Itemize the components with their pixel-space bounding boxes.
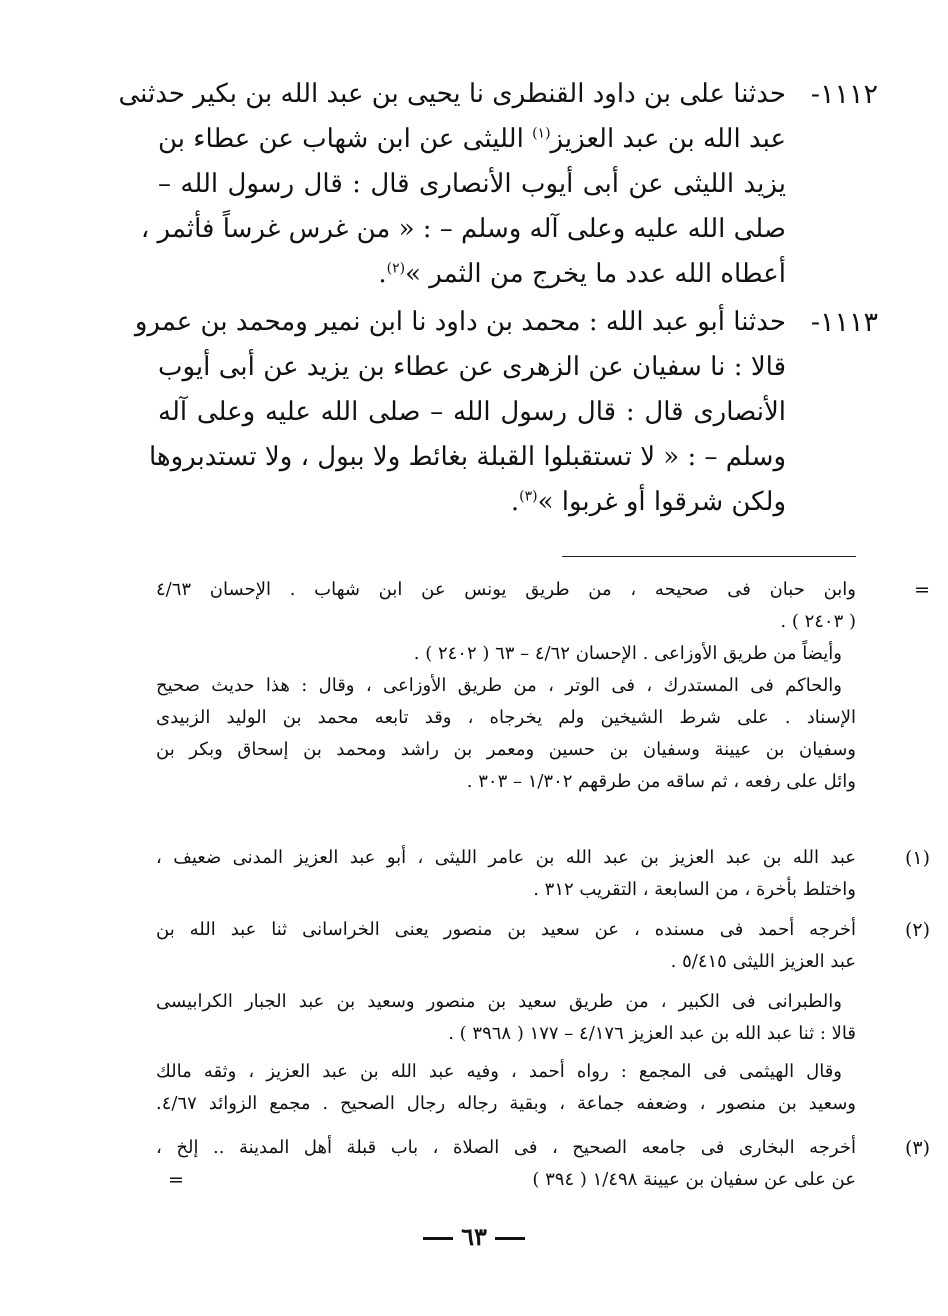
footnote-ref[interactable]: (٢)	[386, 260, 406, 277]
dash-decoration	[423, 1237, 453, 1240]
footnote-line: وائل على رفعه ، ثم ساقه من طرقهم ١/٣٠٢ – ٣٠٣ .	[466, 771, 856, 792]
hadith-text: أعطاه الله عدد ما يخرج من الثمر »	[405, 259, 786, 289]
hadith-line: أعطاه الله عدد ما يخرج من الثمر »$^{(٢)}$.	[378, 259, 786, 289]
footnote-line: الإسناد . على شرط الشيخين ولم يخرجاه ، وقد تابعه محمد بن الوليد الزبيدى	[156, 707, 856, 728]
hadith-line: يزيد الليثى عن أبى أيوب الأنصارى قال : قال رسول الله –	[158, 169, 786, 199]
footnote-number: (٣)	[904, 1137, 930, 1159]
footnote-line: واختلط بأخرة ، من السابعة ، التقريب ٣١٢ .	[533, 879, 856, 900]
footnote-line: والطبرانى فى الكبير ، من طريق سعيد بن منصور وسعيد بن عبد الجبار الكرابيسى	[156, 991, 842, 1012]
footnote-line: عن على عن سفيان بن عيينة ١/٤٩٨ ( ٣٩٤ )	[532, 1169, 856, 1190]
hadith-line: الأنصارى قال : قال رسول الله – صلى الله عليه وعلى آله	[158, 397, 786, 427]
footnote-line: عبد العزيز الليثى ٥/٤١٥ .	[670, 951, 856, 972]
hadith-line: وسلم – : « لا تستقبلوا القبلة بغائط ولا ببول ، ولا تستدبروها	[148, 442, 786, 472]
footnote-line: أخرجه أحمد فى مسنده ، عن سعيد بن منصور يعنى الخراسانى ثنا عبد الله بن	[156, 919, 856, 940]
dash-decoration	[495, 1237, 525, 1240]
hadith-line: حدثنا أبو عبد الله : محمد بن داود نا ابن نمير ومحمد بن عمرو	[134, 307, 786, 337]
continuation-mark: =	[914, 579, 930, 601]
hadith-number: ١١١٣-	[810, 307, 878, 338]
footnote-separator	[562, 556, 856, 557]
footnote-2	[156, 914, 856, 1120]
footnote-ref[interactable]: (٣)	[519, 488, 538, 505]
hadith-number: ١١١٢-	[810, 79, 878, 110]
page-number-text: ٦٣	[461, 1222, 487, 1251]
hadith-text: الليثى عن ابن شهاب عن عطاء بن	[158, 124, 524, 154]
footnote-continuation	[156, 574, 856, 798]
hadith-text: عبد الله بن عبد العزيز	[550, 124, 786, 154]
continuation-mark: =	[168, 1169, 184, 1191]
footnote-number: (٢)	[904, 919, 930, 941]
footnote-line: ( ٢٤٠٣ ) .	[780, 611, 856, 632]
footnote-3	[156, 1132, 856, 1196]
footnote-line: قالا : ثنا عبد الله بن عبد العزيز ٤/١٧٦ – ١٧٧ ( ٣٩٦٨ ) .	[448, 1023, 856, 1044]
footnote-line: عبد الله بن عبد العزيز بن عبد الله بن عامر الليثى ، أبو عبد العزيز المدنى ضعيف ،	[156, 847, 856, 868]
footnote-line: وأيضاً من طريق الأوزاعى . الإحسان ٤/٦٢ – ٦٣ ( ٢٤٠٢ ) .	[413, 643, 842, 664]
footnote-line: والحاكم فى المستدرك ، فى الوتر ، من طريق الأوزاعى ، وقال : هذا حديث صحيح	[156, 675, 842, 696]
hadith-line: قالا : نا سفيان عن الزهرى عن عطاء بن يزيد عن أبى أيوب	[158, 352, 786, 382]
footnote-ref[interactable]: (١)	[532, 125, 551, 142]
footnote-line: أخرجه البخارى فى جامعه الصحيح ، فى الصلاة ، باب قبلة أهل المدينة .. إلخ ،	[156, 1137, 856, 1158]
page-number	[0, 1222, 948, 1251]
footnote-1	[156, 842, 856, 906]
hadith-text: ولكن شرقوا أو غربوا »	[537, 487, 786, 517]
hadith-line: حدثنا على بن داود القنطرى نا يحيى بن عبد الله بن بكير حدثنى	[118, 79, 786, 109]
footnote-line: وقال الهيثمى فى المجمع : رواه أحمد ، وفيه عبد الله بن عبد العزيز ، وثقه مالك	[156, 1061, 842, 1082]
footnote-line: وسفيان بن عيينة وسفيان بن حسين ومعمر بن راشد ومحمد بن إسحاق وبكر بن	[156, 739, 856, 760]
hadith-line	[158, 117, 786, 162]
footnote-line: وسعيد بن منصور ، وضعفه جماعة ، وبقية رجاله رجال الصحيح . مجمع الزوائد ٤/٦٧.	[156, 1093, 856, 1114]
hadith-1113	[134, 300, 878, 525]
footnote-line: وابن حبان فى صحيحه ، من طريق يونس عن ابن شهاب . الإحسان ٤/٦٣	[156, 579, 856, 600]
hadith-1112	[118, 72, 878, 297]
hadith-line: صلى الله عليه وعلى آله وسلم – : « من غرس غرساً فأثمر ،	[140, 214, 786, 244]
hadith-line: ولكن شرقوا أو غربوا »$^{(٣)}$.	[510, 487, 786, 517]
footnote-number: (١)	[904, 847, 930, 869]
